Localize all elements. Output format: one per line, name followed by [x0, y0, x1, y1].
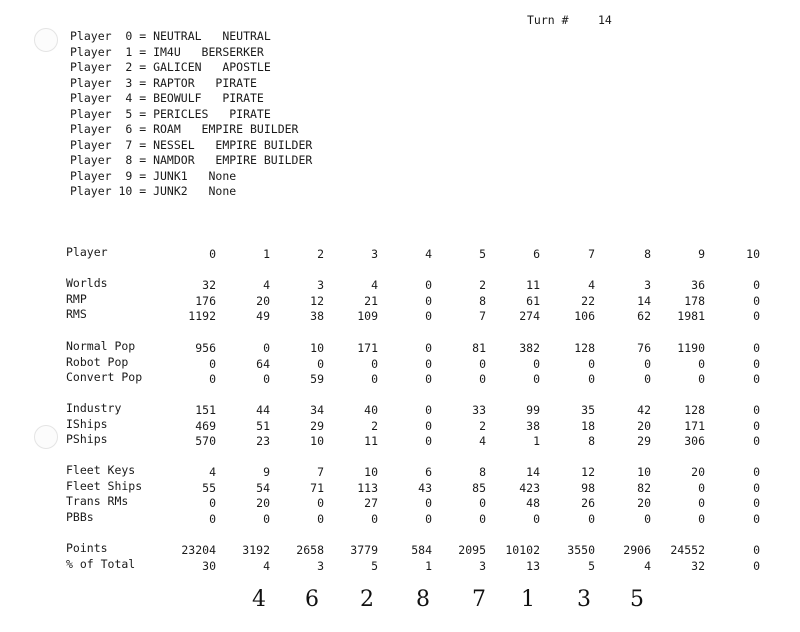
stat-cell: 0 [753, 543, 760, 557]
stat-cell: 6 [425, 465, 432, 479]
player-column-header: 9 [698, 247, 705, 261]
stat-cell: 38 [310, 309, 324, 323]
player-column-header: 8 [644, 247, 651, 261]
stat-cell: 99 [526, 403, 540, 417]
stat-cell: 0 [371, 511, 378, 526]
stat-cell: 76 [637, 341, 651, 355]
stat-cell: 0 [753, 341, 760, 355]
stat-cell: 0 [263, 511, 270, 526]
stat-cell: 8 [479, 293, 486, 308]
stat-cell: 20 [691, 465, 705, 479]
stat-cell: 956 [195, 341, 216, 355]
stat-cell: 2095 [458, 543, 486, 557]
stat-cell: 0 [753, 372, 760, 386]
stat-cell: 0 [425, 356, 432, 371]
stat-cell: 0 [698, 372, 705, 386]
stat-cell: 2906 [623, 543, 651, 557]
stat-row-label: Robot Pop [66, 354, 129, 369]
stat-cell: 11 [364, 434, 378, 448]
stat-cell: 82 [637, 480, 651, 495]
stat-cell: 5 [371, 558, 378, 573]
stat-cell: 29 [310, 418, 324, 433]
roster-line: Player 4 = BEOWULF PIRATE [70, 91, 264, 105]
stat-cell: 0 [698, 511, 705, 526]
stat-row-label: Industry [66, 401, 122, 415]
handwritten-rank-digit: 2 [360, 587, 374, 612]
player-column-header: 1 [263, 247, 270, 261]
handwritten-rank-digit: 4 [252, 587, 266, 612]
stat-cell: 1192 [188, 309, 216, 323]
stat-cell: 8 [479, 465, 486, 479]
stat-cell: 0 [753, 511, 760, 526]
stat-cell: 274 [519, 309, 540, 323]
roster-line: Player 2 = GALICEN APOSTLE [70, 60, 271, 74]
stat-cell: 71 [310, 480, 324, 495]
stat-cell: 0 [698, 496, 705, 510]
stat-cell: 0 [698, 356, 705, 371]
stat-row-label: RMS [66, 307, 87, 321]
stat-cell: 0 [425, 341, 432, 355]
roster-line: Player 5 = PERICLES PIRATE [70, 106, 271, 121]
stat-cell: 35 [581, 403, 595, 417]
stat-cell: 1981 [677, 309, 705, 323]
stat-row-label: Fleet Ships [66, 478, 143, 493]
stat-cell: 42 [637, 403, 651, 417]
player-column-header: 7 [588, 247, 595, 261]
stat-cell: 0 [753, 496, 760, 510]
turn-number: 14 [598, 13, 612, 27]
stat-cell: 3779 [350, 543, 378, 557]
stat-cell: 0 [425, 309, 432, 323]
stat-cell: 0 [753, 309, 760, 323]
stat-cell: 0 [753, 465, 760, 479]
stat-cell: 24552 [670, 543, 705, 557]
stat-cell: 32 [202, 278, 216, 292]
stat-cell: 106 [574, 309, 595, 323]
roster-line: Player 3 = RAPTOR PIRATE [70, 75, 257, 90]
stat-cell: 0 [479, 496, 486, 510]
stat-cell: 4 [479, 434, 486, 448]
player-header-label: Player [66, 245, 108, 259]
roster-line: Player 9 = JUNK1 None [70, 168, 237, 183]
stat-cell: 0 [425, 511, 432, 526]
stat-cell: 128 [574, 341, 595, 355]
stat-cell: 2 [371, 418, 378, 433]
player-column-header: 5 [479, 247, 486, 261]
stat-row-label: IShips [66, 416, 108, 431]
stat-cell: 0 [317, 356, 324, 371]
stat-cell: 0 [479, 372, 486, 386]
stat-cell: 48 [526, 496, 540, 510]
stat-cell: 0 [425, 434, 432, 448]
stat-row-label: Convert Pop [66, 370, 143, 384]
stat-cell: 61 [526, 293, 540, 308]
stat-cell: 109 [357, 309, 378, 323]
stat-row-label: Points [66, 541, 108, 555]
stat-cell: 20 [637, 496, 651, 510]
stat-cell: 62 [637, 309, 651, 323]
stat-cell: 3192 [242, 543, 270, 557]
stat-cell: 2 [479, 278, 486, 292]
stat-cell: 584 [411, 543, 432, 557]
stat-cell: 423 [519, 480, 540, 495]
stat-cell: 113 [357, 480, 378, 495]
player-column-header: 2 [317, 247, 324, 261]
stat-cell: 0 [753, 558, 760, 573]
stat-cell: 0 [753, 418, 760, 433]
player-column-header: 0 [209, 247, 216, 261]
roster-line: Player 6 = ROAM EMPIRE BUILDER [70, 122, 299, 136]
stat-cell: 0 [371, 372, 378, 386]
handwritten-rank-digit: 1 [521, 587, 535, 612]
stat-cell: 0 [644, 372, 651, 386]
roster-line: Player 7 = NESSEL EMPIRE BUILDER [70, 137, 313, 152]
stat-cell: 54 [256, 480, 270, 495]
stat-cell: 14 [526, 465, 540, 479]
stat-cell: 0 [425, 293, 432, 308]
stat-cell: 570 [195, 434, 216, 448]
stat-cell: 3550 [567, 543, 595, 557]
stat-cell: 29 [637, 434, 651, 448]
stat-cell: 0 [263, 372, 270, 386]
handwritten-rank-digit: 8 [416, 587, 430, 612]
stat-cell: 3 [644, 278, 651, 292]
stat-cell: 32 [691, 558, 705, 573]
roster-line: Player 8 = NAMDOR EMPIRE BUILDER [70, 153, 313, 167]
stat-row-label: PBBs [66, 509, 94, 524]
stat-cell: 0 [317, 511, 324, 526]
stat-cell: 0 [698, 480, 705, 495]
stat-cell: 5 [588, 558, 595, 573]
stat-cell: 306 [684, 434, 705, 448]
stat-cell: 30 [202, 558, 216, 573]
stat-cell: 0 [371, 356, 378, 371]
stat-cell: 49 [256, 309, 270, 323]
stat-cell: 0 [209, 511, 216, 526]
stat-cell: 0 [425, 372, 432, 386]
stat-cell: 11 [526, 278, 540, 292]
handwritten-rank-digit: 5 [630, 587, 644, 612]
stat-cell: 0 [753, 434, 760, 448]
stat-cell: 0 [209, 496, 216, 510]
stat-cell: 10 [310, 434, 324, 448]
stat-row-label: Worlds [66, 276, 108, 290]
stat-cell: 171 [357, 341, 378, 355]
stat-cell: 20 [256, 293, 270, 308]
handwritten-rank-digit: 7 [472, 587, 486, 612]
turn-label: Turn # [527, 13, 569, 27]
stat-cell: 3 [479, 558, 486, 573]
stat-cell: 0 [425, 496, 432, 510]
stat-cell: 7 [317, 465, 324, 479]
stat-cell: 0 [588, 511, 595, 526]
player-column-header: 4 [425, 247, 432, 261]
stat-cell: 151 [195, 403, 216, 417]
stat-cell: 20 [256, 496, 270, 510]
stat-row-label: Fleet Keys [66, 463, 136, 477]
handwritten-rank-digit: 6 [305, 587, 319, 612]
stat-cell: 0 [753, 356, 760, 371]
stat-cell: 40 [364, 403, 378, 417]
stat-cell: 64 [256, 356, 270, 371]
stat-cell: 34 [310, 403, 324, 417]
stat-cell: 0 [479, 511, 486, 526]
stat-cell: 1 [425, 558, 432, 573]
stat-cell: 1190 [677, 341, 705, 355]
binder-hole-bottom [34, 425, 58, 449]
binder-hole-top [34, 28, 58, 52]
stat-cell: 26 [581, 496, 595, 510]
stat-cell: 0 [753, 293, 760, 308]
stat-cell: 0 [317, 496, 324, 510]
handwritten-rank-digit: 3 [577, 587, 591, 612]
stat-cell: 3 [317, 558, 324, 573]
stat-cell: 176 [195, 293, 216, 308]
stat-cell: 0 [479, 356, 486, 371]
stat-cell: 1 [533, 434, 540, 448]
stat-cell: 0 [533, 372, 540, 386]
stat-cell: 178 [684, 293, 705, 308]
stat-cell: 44 [256, 403, 270, 417]
stat-cell: 0 [753, 278, 760, 292]
stat-cell: 0 [209, 372, 216, 386]
stat-cell: 0 [533, 356, 540, 371]
stat-cell: 171 [684, 418, 705, 433]
stat-cell: 4 [588, 278, 595, 292]
stat-cell: 10 [364, 465, 378, 479]
stat-cell: 0 [425, 418, 432, 433]
stat-cell: 4 [263, 278, 270, 292]
stat-cell: 51 [256, 418, 270, 433]
stat-cell: 85 [472, 480, 486, 495]
stat-cell: 13 [526, 558, 540, 573]
stat-cell: 0 [644, 511, 651, 526]
stat-cell: 38 [526, 418, 540, 433]
stat-cell: 0 [753, 403, 760, 417]
stat-cell: 382 [519, 341, 540, 355]
stat-cell: 0 [425, 403, 432, 417]
stat-cell: 59 [310, 372, 324, 386]
stat-cell: 20 [637, 418, 651, 433]
stat-cell: 22 [581, 293, 595, 308]
stat-cell: 12 [310, 293, 324, 308]
stat-cell: 469 [195, 418, 216, 433]
stat-cell: 4 [263, 558, 270, 573]
stat-cell: 0 [425, 278, 432, 292]
roster-line: Player 10 = JUNK2 None [70, 184, 237, 198]
stat-cell: 10102 [505, 543, 540, 557]
stat-cell: 7 [479, 309, 486, 323]
stat-row-label: % of Total [66, 556, 136, 571]
stat-cell: 2658 [296, 543, 324, 557]
player-column-header: 3 [371, 247, 378, 261]
stat-cell: 0 [644, 356, 651, 371]
stat-row-label: PShips [66, 432, 108, 446]
stat-cell: 8 [588, 434, 595, 448]
stat-cell: 4 [209, 465, 216, 479]
stat-cell: 21 [364, 293, 378, 308]
stat-cell: 4 [644, 558, 651, 573]
stat-cell: 0 [588, 356, 595, 371]
roster-line: Player 1 = IM4U BERSERKER [70, 44, 264, 59]
stat-cell: 3 [317, 278, 324, 292]
player-column-header: 10 [746, 247, 760, 261]
stat-row-label: Normal Pop [66, 339, 136, 353]
stat-cell: 10 [310, 341, 324, 355]
stat-row-label: Trans RMs [66, 494, 129, 508]
stat-cell: 18 [581, 418, 595, 433]
stat-cell: 0 [209, 356, 216, 371]
stat-cell: 128 [684, 403, 705, 417]
stat-cell: 81 [472, 341, 486, 355]
stat-cell: 98 [581, 480, 595, 495]
stat-cell: 12 [581, 465, 595, 479]
stat-cell: 36 [691, 278, 705, 292]
stat-cell: 55 [202, 480, 216, 495]
stat-row-label: RMP [66, 291, 87, 306]
stat-cell: 14 [637, 293, 651, 308]
stat-cell: 4 [371, 278, 378, 292]
stat-cell: 9 [263, 465, 270, 479]
roster-line: Player 0 = NEUTRAL NEUTRAL [70, 29, 271, 43]
player-column-header: 6 [533, 247, 540, 261]
stat-cell: 2 [479, 418, 486, 433]
stat-cell: 0 [263, 341, 270, 355]
stat-cell: 10 [637, 465, 651, 479]
stat-cell: 23 [256, 434, 270, 448]
stat-cell: 27 [364, 496, 378, 510]
stat-cell: 43 [418, 480, 432, 495]
stat-cell: 0 [753, 480, 760, 495]
stat-cell: 23204 [181, 543, 216, 557]
stat-cell: 0 [588, 372, 595, 386]
stat-cell: 33 [472, 403, 486, 417]
stat-cell: 0 [533, 511, 540, 526]
